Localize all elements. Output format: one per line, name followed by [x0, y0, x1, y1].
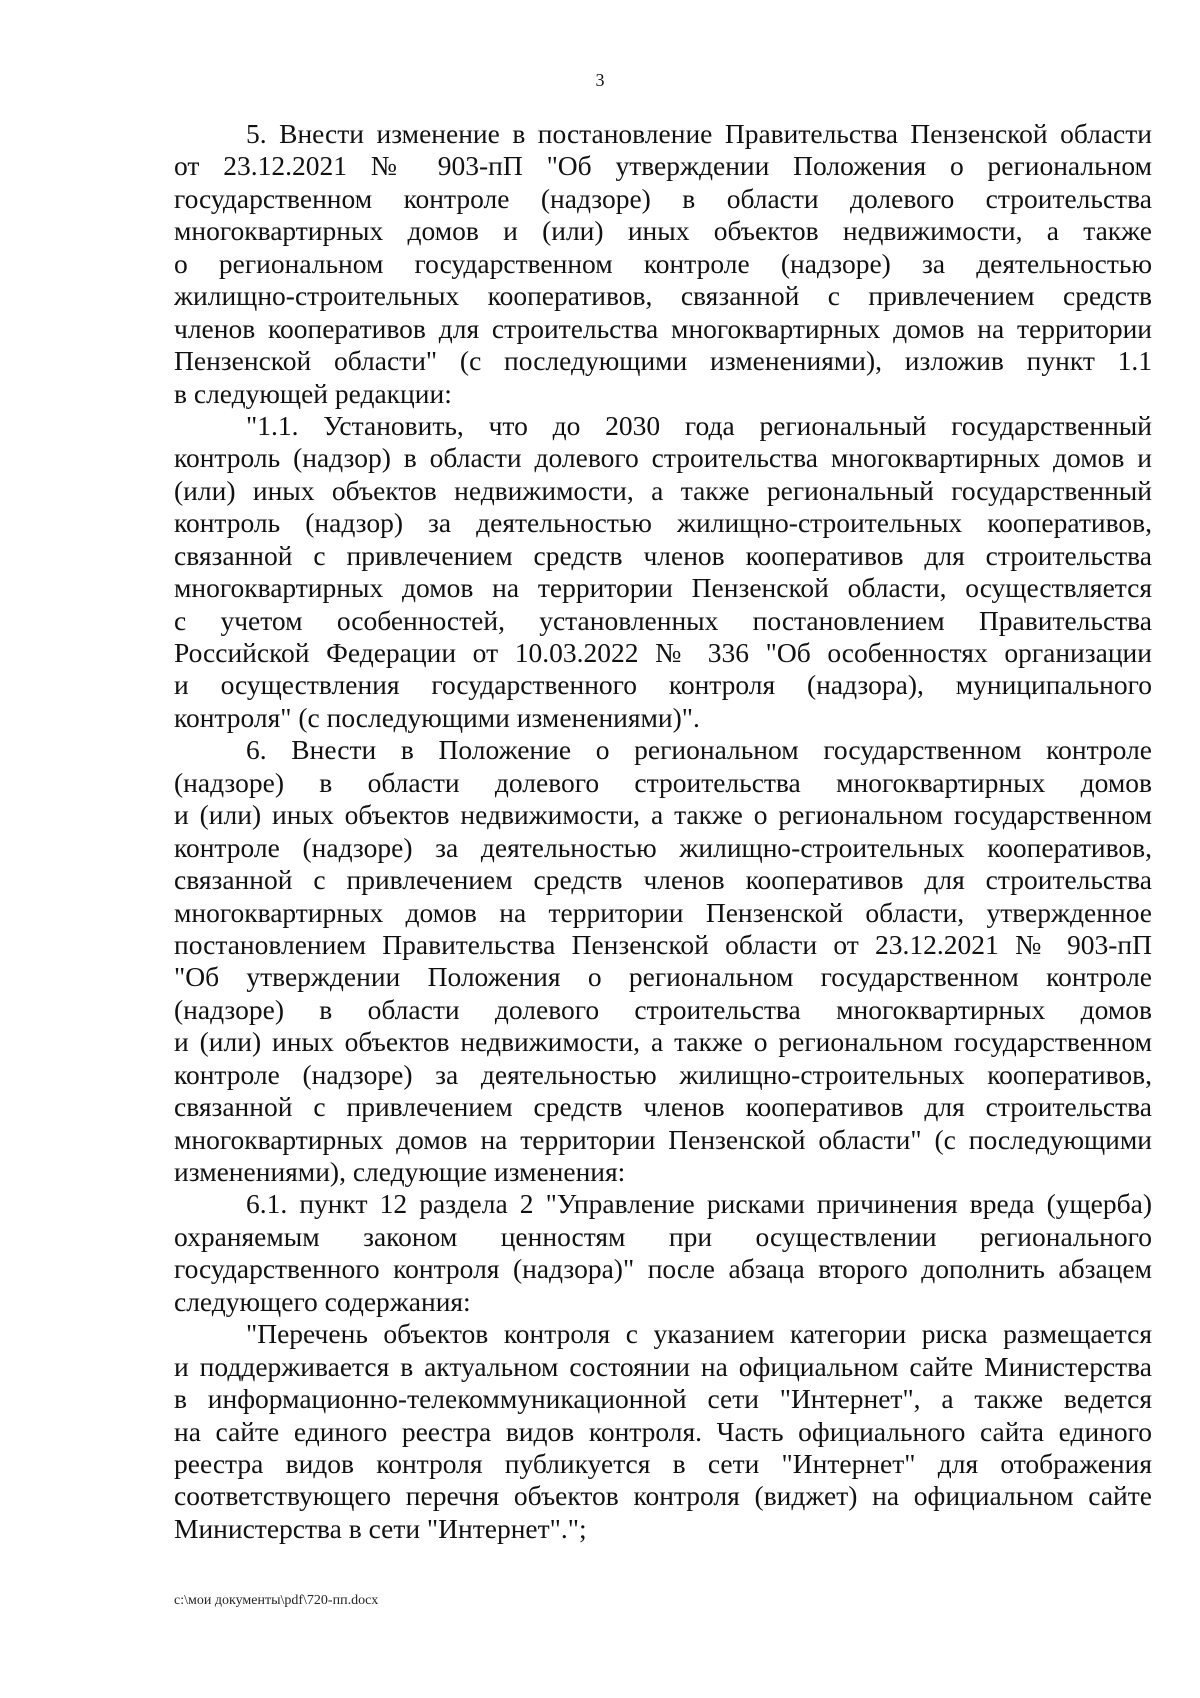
- text-line: контроль (надзор) за деятельностью жилищно-строительных кооперативов,: [174, 507, 1152, 539]
- text-line: 5. Внести изменение в постановление Правительства Пензенской области: [246, 118, 1152, 149]
- text-line: 6. Внести в Положение о региональном государственном контроле: [246, 734, 1152, 766]
- text-line: многоквартирных домов на территории Пензенской области, осуществляется: [174, 572, 1152, 604]
- text-line: и осуществления государственного контроля (надзора), муниципального: [174, 669, 1152, 701]
- text-line: постановлением Правительства Пензенской области от 23.12.2021 № 903-пП: [174, 928, 1152, 960]
- text-line: связанной с привлечением средств членов кооперативов для строительства: [174, 864, 1152, 896]
- text-line: реестра видов контроля публикуется в сети "Интернет" для отображения: [174, 1447, 1152, 1479]
- text-line: членов кооперативов для строительства многоквартирных домов на территории: [174, 312, 1152, 344]
- text-line: о региональном государственном контроле (надзоре) за деятельностью: [174, 247, 1152, 279]
- text-line: и (или) иных объектов недвижимости, а также о региональном государственном: [174, 799, 1152, 831]
- text-line: от 23.12.2021 № 903-пП "Об утверждении Положения о региональном: [174, 150, 1152, 182]
- text-line: государственного контроля (надзора)" после абзаца второго дополнить абзацем: [174, 1253, 1152, 1285]
- text-line: контроле (надзоре) за деятельностью жилищно-строительных кооперативов,: [174, 831, 1152, 863]
- text-line: в следующей редакции:: [174, 377, 452, 409]
- text-line: "1.1. Установить, что до 2030 года региональный государственный: [246, 409, 1152, 441]
- text-line: следующего содержания:: [174, 1285, 471, 1317]
- text-line: в информационно-телекоммуникационной сети "Интернет", а также ведется: [174, 1383, 1152, 1415]
- text-line: соответствующего перечня объектов контроля (виджет) на официальном сайте: [174, 1480, 1152, 1512]
- text-line: "Перечень объектов контроля с указанием категории риска размещается: [246, 1318, 1152, 1350]
- text-line: Российской Федерации от 10.03.2022 № 336 "Об особенностях организации: [174, 637, 1152, 668]
- text-line: на сайте единого реестра видов контроля. Часть официального сайта единого: [174, 1415, 1152, 1447]
- text-line: и поддерживается в актуальном состоянии на официальном сайте Министерства: [174, 1350, 1152, 1382]
- document-body: [174, 118, 1152, 1545]
- text-line: контроля" (с последующими изменениями)".: [174, 701, 700, 733]
- text-line: (надзоре) в области долевого строительства многоквартирных домов: [174, 766, 1152, 798]
- text-line: с учетом особенностей, установленных постановлением Правительства: [174, 604, 1152, 636]
- text-line: связанной с привлечением средств членов кооперативов для строительства: [174, 1091, 1152, 1123]
- text-line: Пензенской области" (с последующими изменениями), изложив пункт 1.1: [174, 345, 1152, 377]
- file-path-footer: c:\мои документы\pdf\720-пп.docx: [174, 1593, 379, 1608]
- text-line: многоквартирных домов на территории Пензенской области" (с последующими: [174, 1123, 1152, 1155]
- text-line: многоквартирных домов на территории Пензенской области, утвержденное: [174, 896, 1152, 928]
- text-line: изменениями), следующие изменения:: [174, 1156, 626, 1187]
- text-line: многоквартирных домов и (или) иных объектов недвижимости, а также: [174, 215, 1152, 247]
- text-line: жилищно-строительных кооперативов, связанной с привлечением средств: [174, 280, 1152, 312]
- text-line: контроль (надзор) в области долевого строительства многоквартирных домов и: [174, 442, 1152, 474]
- text-line: 6.1. пункт 12 раздела 2 "Управление рисками причинения вреда (ущерба): [246, 1188, 1152, 1220]
- text-line: (или) иных объектов недвижимости, а также региональный государственный: [174, 474, 1152, 506]
- text-line: контроле (надзоре) за деятельностью жилищно-строительных кооперативов,: [174, 1058, 1152, 1090]
- page-number: 3: [595, 70, 605, 90]
- text-line: связанной с привлечением средств членов кооперативов для строительства: [174, 539, 1152, 571]
- text-line: "Об утверждении Положения о региональном государственном контроле: [174, 961, 1152, 993]
- text-line: охраняемым законом ценностям при осуществлении регионального: [174, 1220, 1152, 1252]
- text-line: и (или) иных объектов недвижимости, а также о региональном государственном: [174, 1026, 1152, 1058]
- text-line: Министерства в сети "Интернет".";: [174, 1512, 587, 1544]
- text-line: государственном контроле (надзоре) в области долевого строительства: [174, 182, 1152, 214]
- text-line: (надзоре) в области долевого строительства многоквартирных домов: [174, 993, 1152, 1025]
